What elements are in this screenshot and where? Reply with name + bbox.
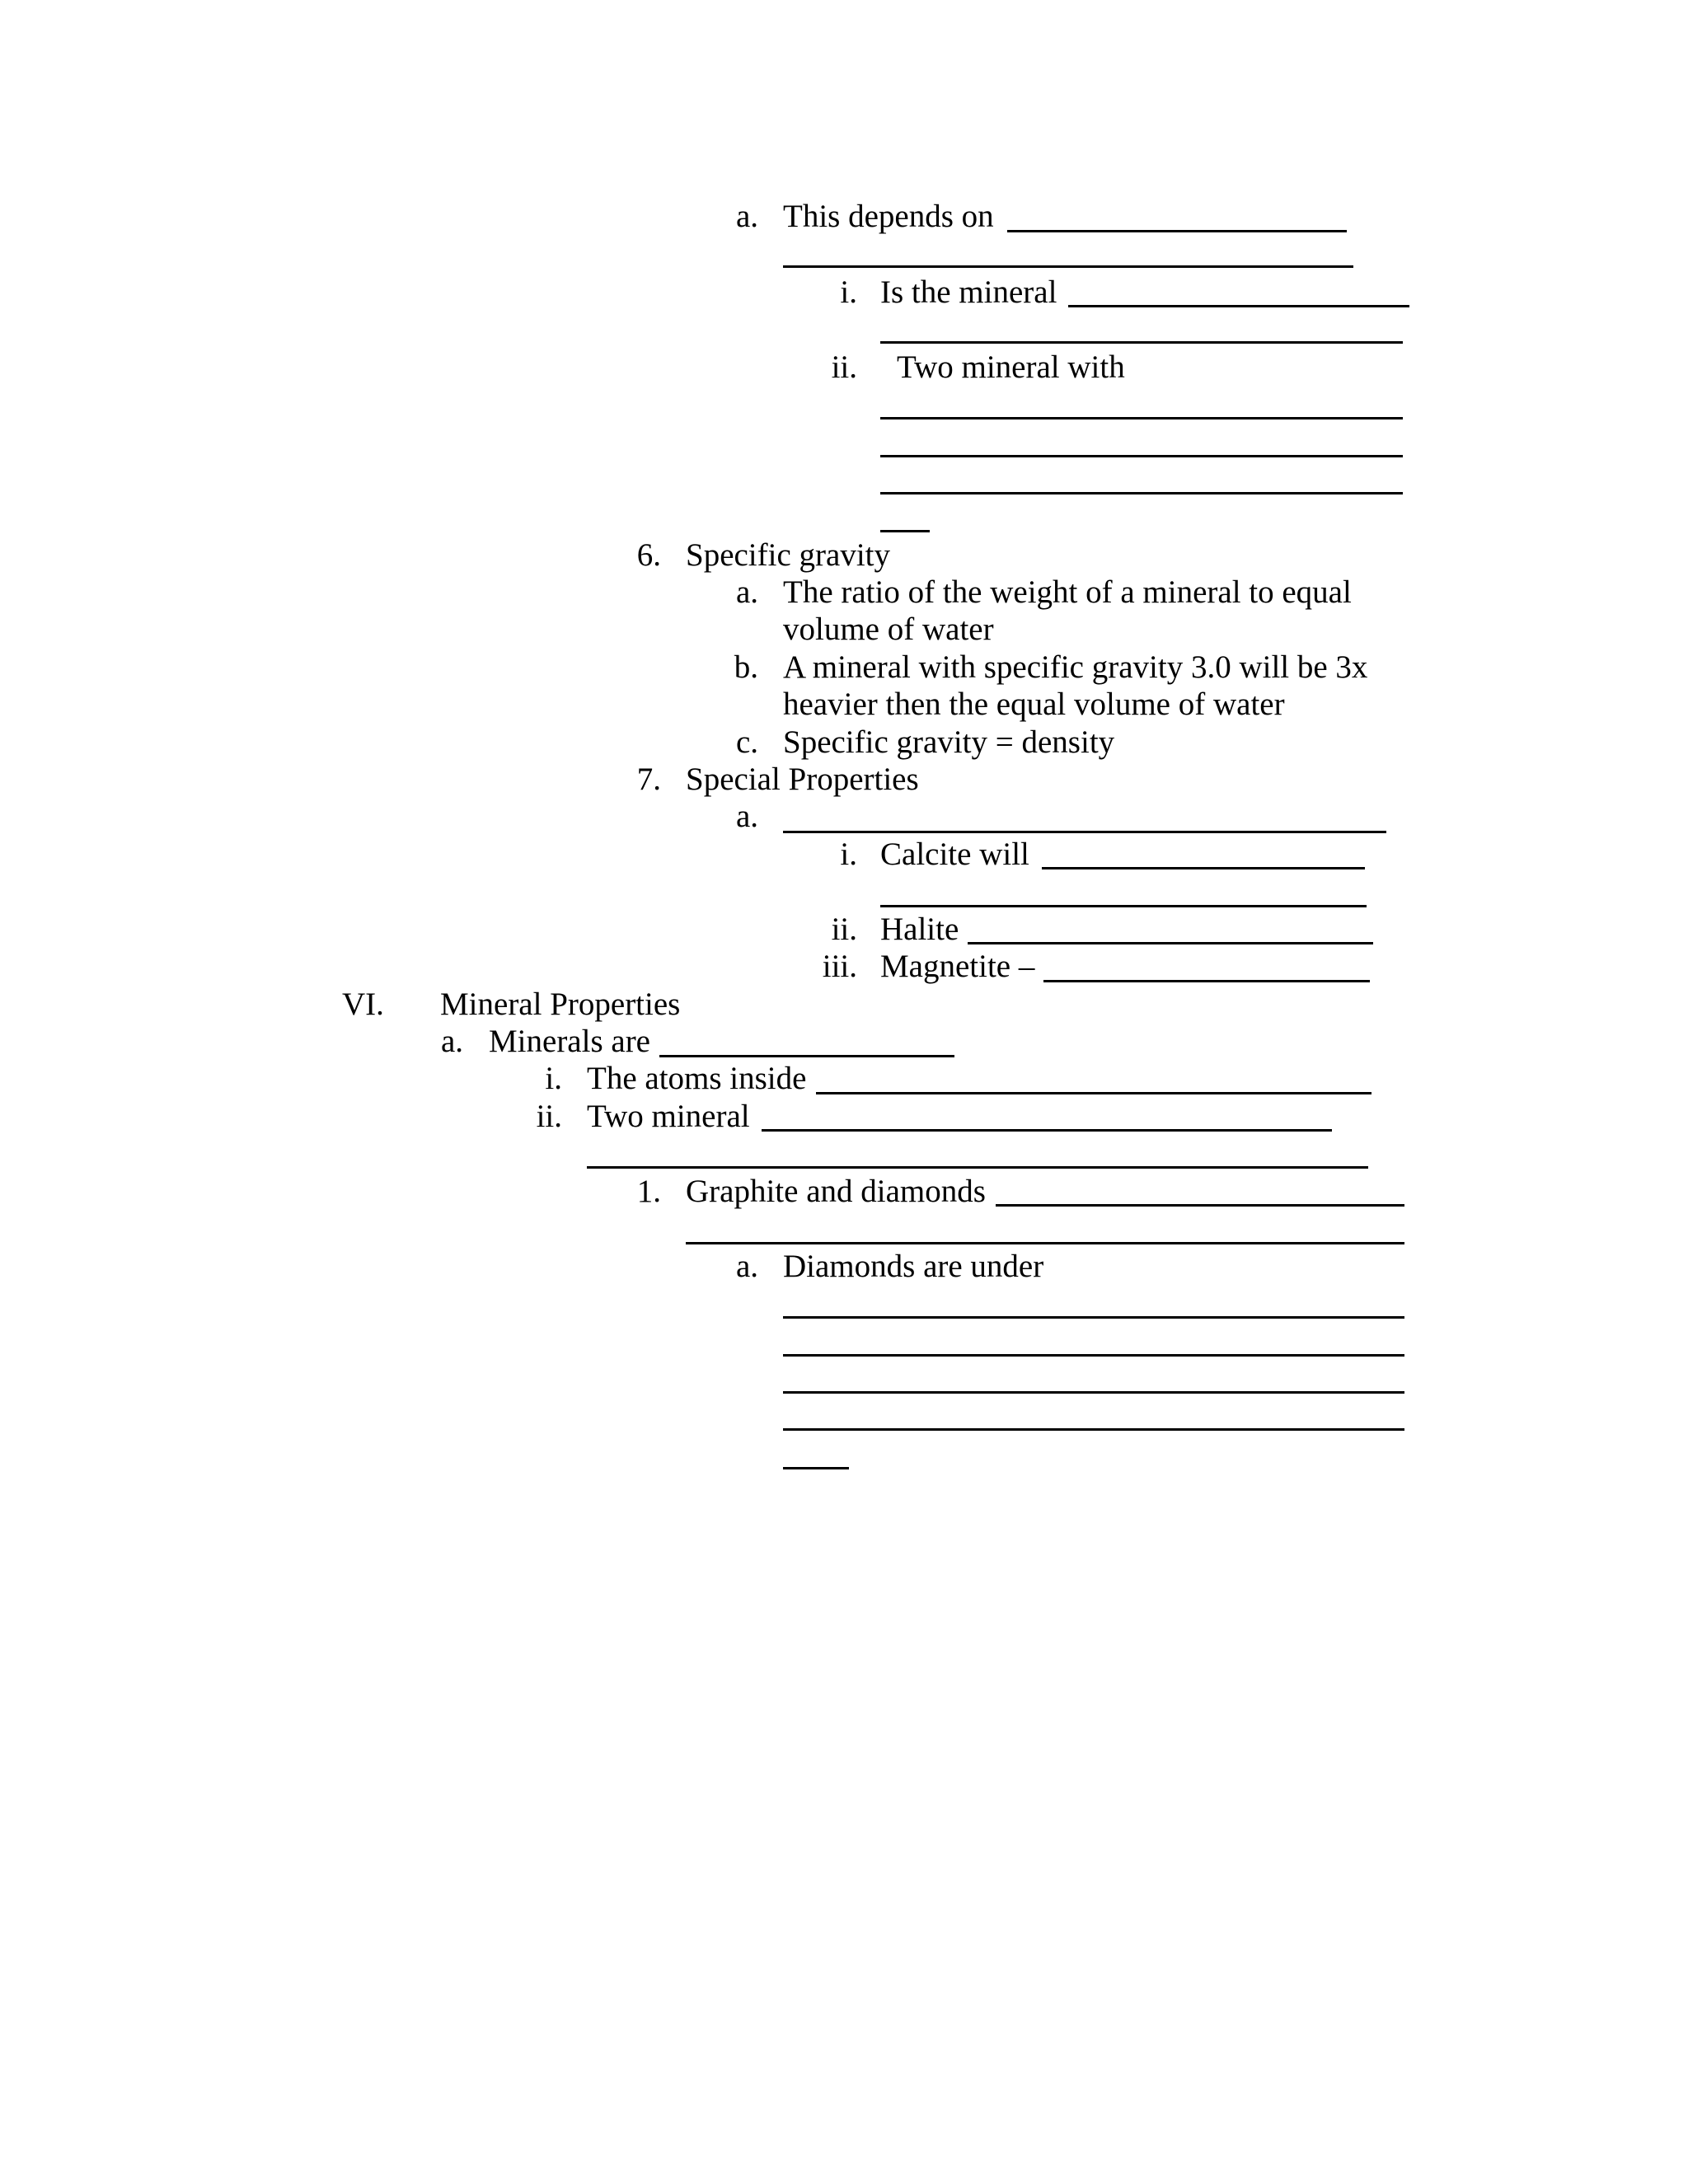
item-text: This depends on: [783, 199, 994, 234]
item-label: i.: [545, 1061, 562, 1096]
item-text: Graphite and diamonds: [686, 1174, 986, 1209]
item-text: Is the mineral: [880, 274, 1057, 310]
item-label: a.: [735, 574, 758, 610]
fill-in-blank[interactable]: [880, 492, 1403, 494]
item-text: Two mineral: [587, 1099, 750, 1134]
item-text: Diamonds are under: [783, 1249, 1044, 1284]
item-label: c.: [735, 724, 758, 760]
item-text: Two mineral with: [897, 349, 1125, 385]
fill-in-blank[interactable]: [762, 1129, 1332, 1132]
fill-in-blank[interactable]: [783, 1428, 1404, 1431]
fill-in-blank[interactable]: [659, 1055, 954, 1057]
item-text: Calcite will: [880, 837, 1029, 872]
item-label: a.: [735, 1249, 758, 1284]
fill-in-blank[interactable]: [783, 1316, 1404, 1319]
item-text: Specific gravity = density: [783, 724, 1115, 760]
fill-in-blank[interactable]: [783, 265, 1353, 268]
fill-in-blank[interactable]: [1007, 230, 1347, 232]
item-label: 7.: [636, 762, 661, 797]
fill-in-blank[interactable]: [686, 1242, 1404, 1244]
section-title: Mineral Properties: [440, 987, 681, 1022]
fill-in-blank[interactable]: [783, 1467, 849, 1469]
item-text: Special Properties: [686, 762, 919, 797]
fill-in-blank[interactable]: [1068, 305, 1409, 307]
fill-in-blank[interactable]: [880, 905, 1367, 907]
fill-in-blank[interactable]: [816, 1092, 1372, 1094]
item-text: Halite: [880, 912, 959, 947]
item-text: A mineral with specific gravity 3.0 will be 3x: [783, 649, 1368, 685]
item-label: i.: [840, 837, 857, 872]
fill-in-blank[interactable]: [968, 942, 1373, 944]
section-label: VI.: [342, 987, 384, 1022]
fill-in-blank[interactable]: [1043, 980, 1370, 982]
item-label: ii.: [536, 1099, 562, 1134]
fill-in-blank[interactable]: [783, 831, 1386, 833]
item-label: b.: [734, 649, 758, 685]
item-label: a.: [735, 799, 758, 834]
item-text: The atoms inside: [587, 1061, 807, 1096]
item-text: Minerals are: [489, 1024, 650, 1059]
item-label: i.: [840, 274, 857, 310]
fill-in-blank[interactable]: [880, 455, 1403, 457]
item-label: iii.: [822, 949, 857, 984]
item-text: The ratio of the weight of a mineral to equal: [783, 574, 1352, 610]
fill-in-blank[interactable]: [783, 1354, 1404, 1357]
fill-in-blank[interactable]: [1042, 867, 1365, 869]
item-label: a.: [440, 1024, 463, 1059]
item-label: 6.: [636, 537, 661, 573]
fill-in-blank[interactable]: [783, 1391, 1404, 1394]
item-label: ii.: [831, 912, 857, 947]
fill-in-blank[interactable]: [587, 1166, 1368, 1169]
fill-in-blank[interactable]: [996, 1204, 1404, 1207]
fill-in-blank[interactable]: [880, 341, 1403, 344]
item-text: heavier then the equal volume of water: [783, 687, 1285, 722]
item-label: a.: [735, 199, 758, 234]
fill-in-blank[interactable]: [880, 530, 930, 532]
item-text: volume of water: [783, 612, 994, 647]
item-text: Specific gravity: [686, 537, 890, 573]
fill-in-blank[interactable]: [880, 417, 1403, 419]
item-label: ii.: [831, 349, 857, 385]
item-text: Magnetite –: [880, 949, 1035, 984]
item-label: 1.: [636, 1174, 661, 1209]
